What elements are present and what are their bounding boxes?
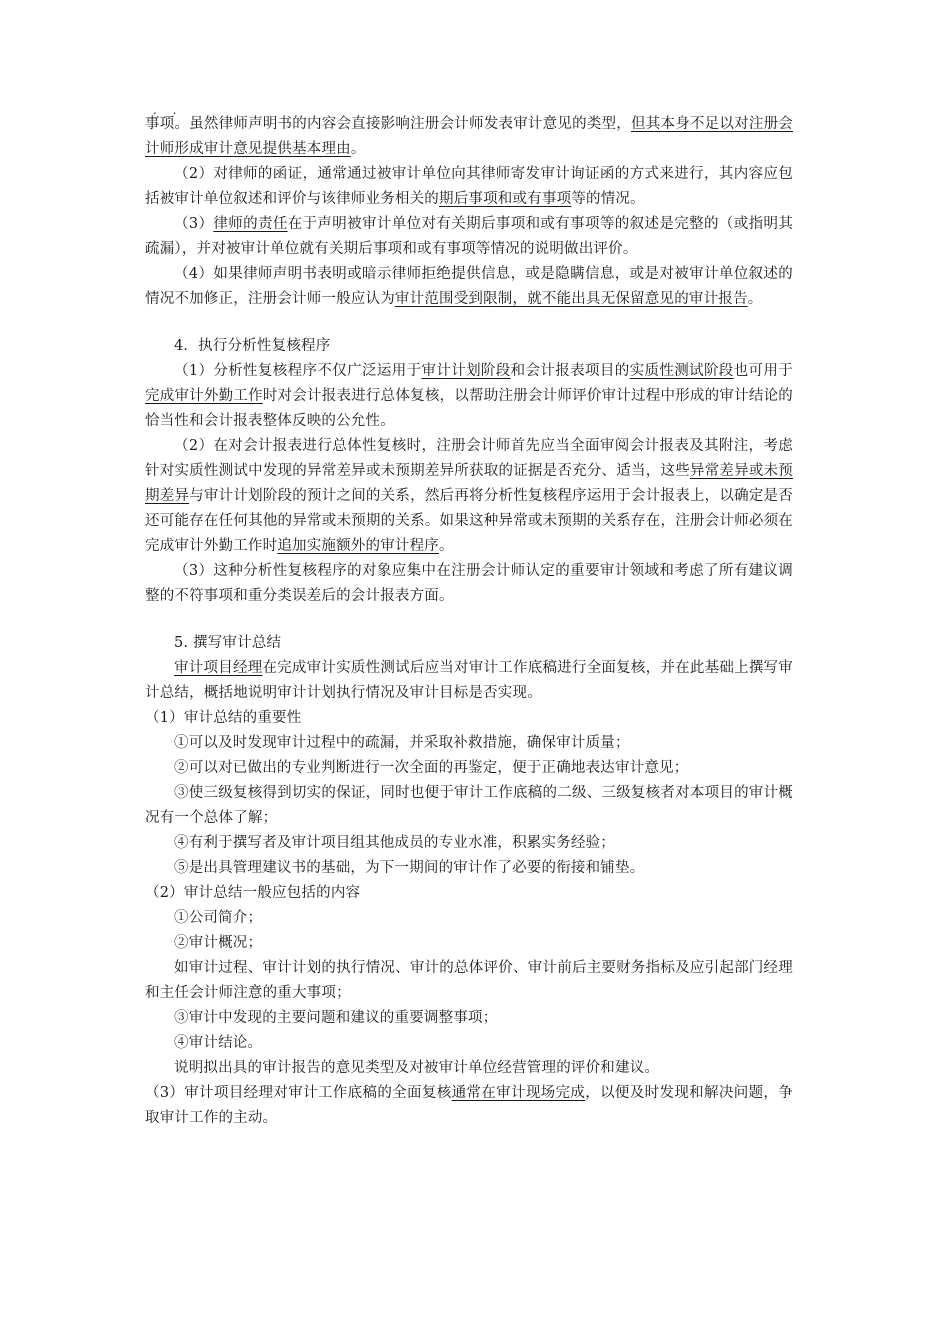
underlined-phrase: 异常差异或未预期差异: [145, 463, 793, 504]
underlined-phrase: 律师的责任: [213, 216, 288, 232]
list-item: ④审计结论。: [174, 1035, 263, 1051]
section-heading-5: 5. 撰写审计总结: [174, 635, 282, 651]
paragraph-analytical-review-3: （3）这种分析性复核程序的对象应集中在注册会计师认定的重要审计领域和考虑了所有建议调整的不符事项和重分类误差后的会计报表方面。: [145, 563, 793, 604]
underlined-phrase: 完成审计外勤工作: [145, 388, 263, 404]
list-item-detail: 如审计过程、审计计划的执行情况、审计的总体评价、审计前后主要财务指标及应引起部门经理和主任会计师注意的重大事项；: [145, 960, 793, 1001]
paragraph-analytical-review-2: （2）在对会计报表进行总体性复核时，注册会计师首先应当全面审阅会计报表及其附注，考虑针对实质性测试中发现的异常差异或未预期差异所获取的证据是否充分、适当，这些异常差异或未预期差异与审计计划阶段的预计之间的关系，然后再将分析性复核程序运用于会计报表上，以确定是否还可能存在任何其他的异常或未预期的关系。如果这种异常或未预期的关系存在，注册会计师必须在完成审计外勤工作时追加实施额外的审计程序。: [145, 438, 793, 554]
subheading-contents: （2）审计总结一般应包括的内容: [145, 885, 361, 901]
paragraph-lawyer-statement: 事项。虽然律师声明书的内容会直接影响注册会计师发表审计意见的类型，但其本身不足以对注册会计师形成审计意见提供基本理由。: [145, 116, 793, 157]
underlined-phrase: 追加实施额外的审计程序: [277, 538, 440, 554]
list-item-detail: 说明拟出具的审计报告的意见类型及对被审计单位经营管理的评价和建议。: [174, 1060, 660, 1076]
paragraph-lawyer-confirmation: （2）对律师的函证，通常通过被审计单位向其律师寄发审计询证函的方式来进行，其内容应包括被审计单位叙述和评价与该律师业务相关的期后事项和或有事项等的情况。: [145, 166, 793, 207]
list-item: ③使三级复核得到切实的保证，同时也便于审计工作底稿的二级、三级复核者对本项目的审计概况有一个总体了解；: [145, 785, 793, 826]
underlined-phrase: 通常在审计现场完成: [451, 1085, 586, 1101]
paragraph-scope-limitation: （4）如果律师声明书表明或暗示律师拒绝提供信息，或是隐瞒信息，或是对被审计单位叙述的情况不加修正，注册会计师一般应认为审计范围受到限制，就不能出具无保留意见的审计报告。: [145, 266, 793, 307]
list-item: ②可以对已做出的专业判断进行一次全面的再鉴定，便于正确地表达审计意见；: [174, 760, 689, 776]
subheading-review: （3）审计项目经理对审计工作底稿的全面复核通常在审计现场完成，以便及时发现和解决问题，争取审计工作的主动。: [145, 1085, 793, 1126]
underlined-phrase: 期后事项和或有事项: [439, 191, 572, 207]
document-body: [145, 112, 793, 1131]
paragraph-lawyer-responsibility: （3）律师的责任在于声明被审计单位对有关期后事项和或有事项等的叙述是完整的（或指明其疏漏），并对被审计单位就有关期后事项和或有事项等情况的说明做出评价。: [145, 216, 794, 257]
list-item: ①公司简介；: [174, 910, 263, 926]
underlined-phrase: 审计范围受到限制，就不能出具无保留意见的审计报告: [394, 291, 748, 307]
list-item: ⑤是出具管理建议书的基础，为下一期间的审计作了必要的衔接和铺垫。: [174, 860, 645, 876]
underlined-phrase: 审计计划阶段: [421, 363, 511, 379]
underlined-phrase: 但其本身不足以对注册会计师形成审计意见提供基本理由: [145, 116, 793, 157]
paragraph-analytical-review-1: （1）分析性复核程序不仅广泛运用于审计计划阶段和会计报表项目的实质性测试阶段也可用于完成审计外勤工作时对会计报表进行总体复核，以帮助注册会计师评价审计过程中形成的审计结论的恰当性和会计报表整体反映的公允性。: [145, 363, 793, 429]
list-item: ④有利于撰写者及审计项目组其他成员的专业水准，积累实务经验；: [174, 835, 615, 851]
header-dots: . .: [153, 103, 183, 117]
list-item: ②审计概况；: [174, 935, 263, 951]
subheading-importance: （1）审计总结的重要性: [145, 710, 302, 726]
underlined-phrase: 实质性测试阶段: [629, 363, 734, 379]
list-item: ①可以及时发现审计过程中的疏漏，并采取补救措施，确保审计质量；: [174, 735, 630, 751]
underlined-phrase: 审计项目经理: [174, 660, 263, 676]
paragraph-audit-summary-intro: 审计项目经理在完成审计实质性测试后应当对审计工作底稿进行全面复核，并在此基础上撰写审计总结，概括地说明审计计划执行情况及审计目标是否实现。: [145, 660, 793, 701]
list-item: ③审计中发现的主要问题和建议的重要调整事项；: [174, 1010, 498, 1026]
section-heading-4: 4．执行分析性复核程序: [174, 338, 331, 354]
